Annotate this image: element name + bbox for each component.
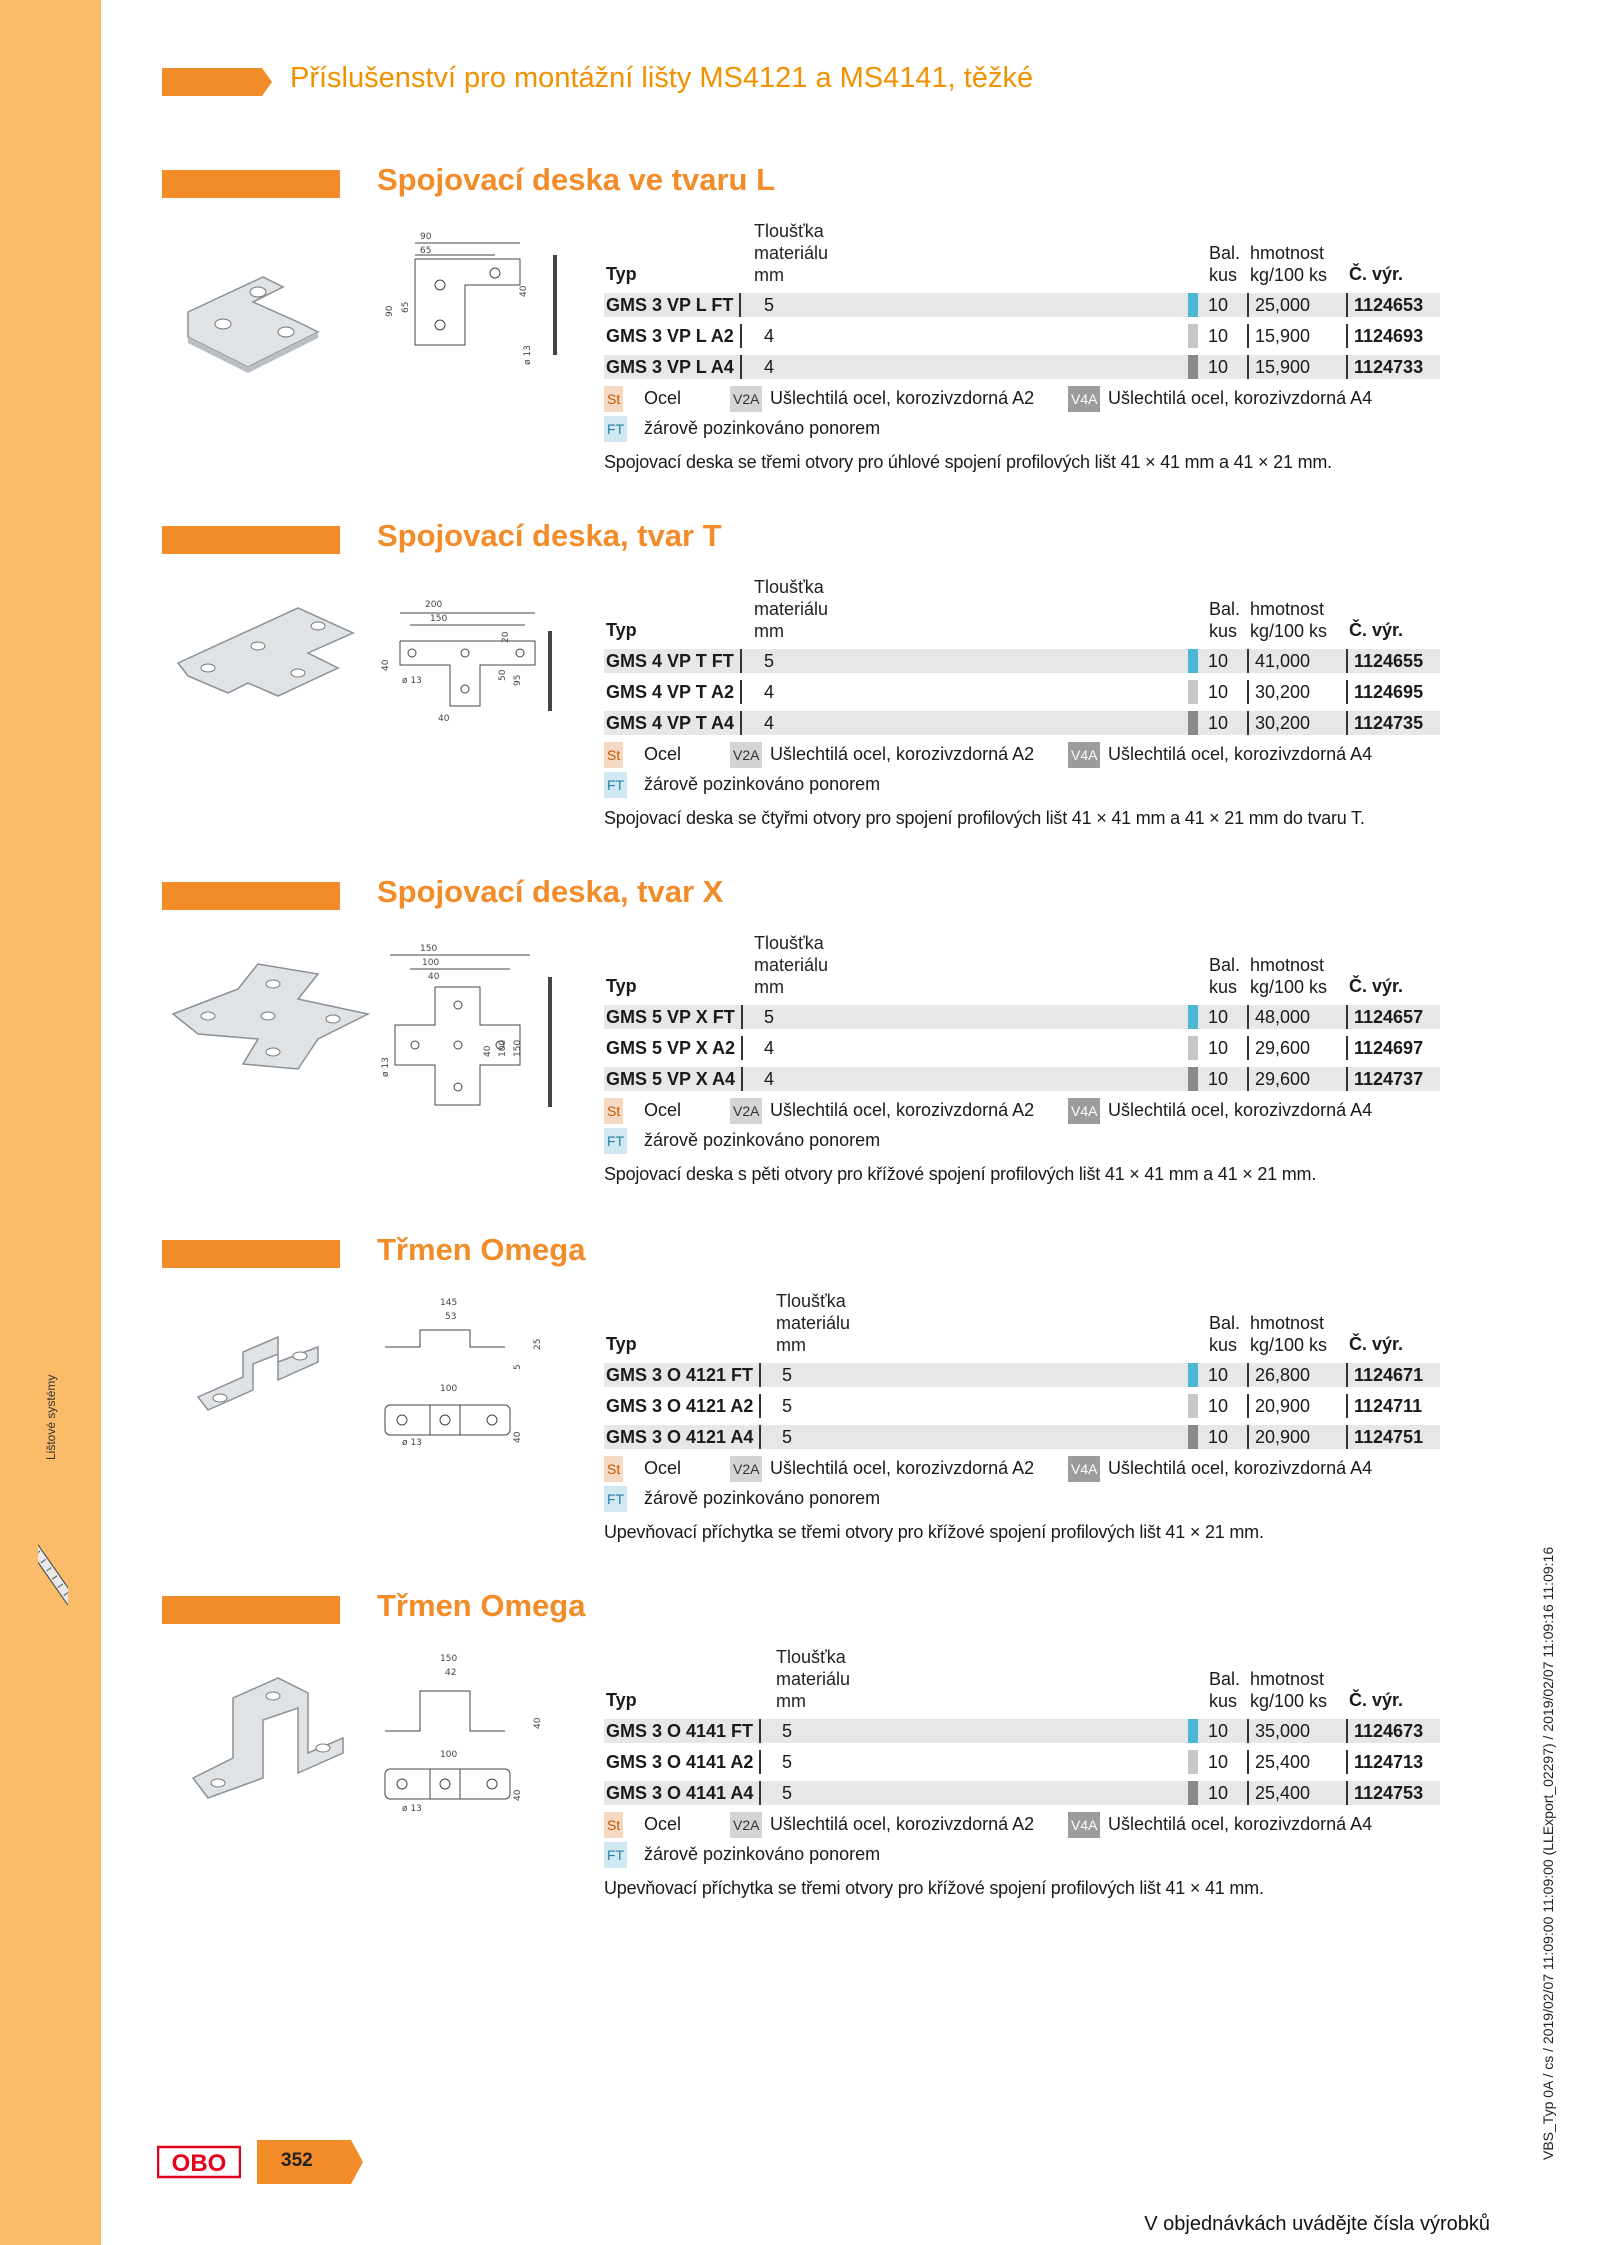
header-bal-line: kus [1209, 1335, 1238, 1355]
svg-text:ø 13: ø 13 [402, 676, 422, 686]
svg-text:40: 40 [483, 1045, 493, 1057]
page-number: 352 [281, 2150, 313, 2171]
material-st-badge: St [604, 742, 623, 768]
obo-logo [157, 2145, 241, 2179]
material-v4a-label: Ušlechtilá ocel, korozivzdorná A4 [1108, 1458, 1373, 1478]
svg-text:42: 42 [445, 1668, 457, 1678]
header-thickness-line: Tloušťka [754, 933, 824, 953]
header-bal-line: Bal. [1209, 1669, 1241, 1689]
cell-thickness: 5 [764, 651, 775, 671]
material-v2a-label: Ušlechtilá ocel, korozivzdorná A2 [770, 1100, 1035, 1120]
material-v2a-badge: V2A [730, 1098, 762, 1124]
header-weight-line: kg/100 ks [1250, 1335, 1328, 1355]
header-arrow-bar [162, 68, 272, 96]
material-legend [604, 1812, 1440, 1838]
section-bar [162, 882, 340, 910]
material-v2a-label: Ušlechtilá ocel, korozivzdorná A2 [770, 744, 1035, 764]
table-row [604, 1422, 1440, 1453]
product-section [0, 162, 1600, 510]
cell-weight: 20,900 [1247, 1425, 1310, 1449]
technical-drawing [380, 1295, 570, 1470]
product-description: Upevňovací příchytka se třemi otvory pro křížové spojení profilových lišt 41 × 21 mm. [604, 1522, 1264, 1542]
header-weight-line: hmotnost [1250, 955, 1325, 975]
svg-text:100: 100 [422, 958, 440, 968]
table-row [604, 352, 1440, 383]
finish-legend [604, 772, 1440, 798]
cell-weight: 15,900 [1247, 324, 1310, 348]
svg-text:100: 100 [440, 1384, 458, 1394]
header-weight [1250, 598, 1327, 642]
header-weight-line: kg/100 ks [1250, 265, 1328, 285]
finish-legend [604, 1842, 1440, 1868]
finish-ft-badge: FT [604, 1842, 627, 1868]
material-v2a-badge: V2A [730, 386, 762, 412]
svg-text:40: 40 [381, 659, 391, 671]
cell-thickness: 5 [782, 1427, 793, 1447]
cell-pack-qty: 10 [1208, 1007, 1229, 1027]
svg-text:200: 200 [425, 600, 443, 610]
cell-weight: 30,200 [1247, 711, 1310, 735]
cell-type: GMS 3 O 4121 A2 [606, 1394, 761, 1418]
svg-text:40: 40 [519, 285, 529, 297]
material-color-mark [1188, 324, 1198, 348]
product-description: Spojovací deska se třemi otvory pro úhlové spojení profilových lišt 41 × 41 mm a 41 × 21 mm. [604, 452, 1332, 472]
header-weight-line: hmotnost [1250, 599, 1325, 619]
finish-ft-badge: FT [604, 416, 627, 442]
cell-thickness: 4 [764, 1069, 775, 1089]
section-title: Třmen Omega [377, 1232, 586, 1267]
section-bar [162, 1596, 340, 1624]
material-color-mark [1188, 1781, 1198, 1805]
cell-type: GMS 3 VP L A2 [606, 324, 742, 348]
cell-article-no: 1124753 [1346, 1781, 1423, 1805]
header-thickness-line: materiálu [776, 1669, 851, 1689]
svg-text:ø 13: ø 13 [402, 1438, 422, 1448]
cell-article-no: 1124737 [1346, 1067, 1423, 1091]
cell-type: GMS 3 O 4141 A4 [606, 1781, 761, 1805]
cell-type: GMS 5 VP X A4 [606, 1067, 743, 1091]
product-section [0, 1232, 1600, 1580]
header-typ: Typ [606, 1334, 637, 1354]
table-row [604, 646, 1440, 677]
material-st-badge: St [604, 1098, 623, 1124]
cell-weight: 26,800 [1247, 1363, 1310, 1387]
header-thickness-line: mm [776, 1335, 806, 1355]
table-row [604, 1391, 1440, 1422]
svg-text:95: 95 [513, 674, 523, 686]
logo-text: OBO [171, 2150, 227, 2177]
table-row [604, 708, 1440, 739]
material-st-badge: St [604, 1456, 623, 1482]
header-thickness-line: materiálu [754, 243, 829, 263]
svg-text:40: 40 [533, 1717, 543, 1729]
header-weight [1250, 1312, 1327, 1356]
header-typ: Typ [606, 976, 637, 996]
material-legend [604, 386, 1440, 412]
material-v2a-label: Ušlechtilá ocel, korozivzdorná A2 [770, 1814, 1035, 1834]
material-v4a-badge: V4A [1068, 742, 1100, 768]
svg-text:ø 13: ø 13 [523, 345, 533, 365]
svg-text:90: 90 [420, 232, 432, 242]
svg-text:40: 40 [513, 1789, 523, 1801]
material-color-mark [1188, 1067, 1198, 1091]
cell-type: GMS 3 VP L A4 [606, 355, 742, 379]
cell-pack-qty: 10 [1208, 326, 1229, 346]
material-st-badge: St [604, 1812, 623, 1838]
cell-thickness: 4 [764, 1038, 775, 1058]
table-row [604, 1716, 1440, 1747]
header-weight-line: hmotnost [1250, 1313, 1325, 1333]
product-photo [168, 1658, 378, 1808]
cell-article-no: 1124733 [1346, 355, 1423, 379]
cell-weight: 48,000 [1247, 1005, 1310, 1029]
section-bar [162, 526, 340, 554]
cell-article-no: 1124751 [1346, 1425, 1423, 1449]
header-weight-line: hmotnost [1250, 1669, 1325, 1689]
material-v2a-badge: V2A [730, 742, 762, 768]
header-bal [1209, 1312, 1240, 1356]
cell-type: GMS 4 VP T A4 [606, 711, 742, 735]
header-article-no: Č. výr. [1349, 1690, 1404, 1710]
svg-text:145: 145 [440, 1298, 458, 1308]
material-v2a-badge: V2A [730, 1812, 762, 1838]
material-v4a-label: Ušlechtilá ocel, korozivzdorná A4 [1108, 744, 1373, 764]
cell-type: GMS 3 O 4141 A2 [606, 1750, 761, 1774]
cell-article-no: 1124711 [1346, 1394, 1422, 1418]
header-thickness-line: mm [754, 265, 784, 285]
material-v4a-badge: V4A [1068, 1812, 1100, 1838]
header-thickness [754, 932, 874, 998]
header-article-no: Č. výr. [1349, 264, 1404, 284]
header-thickness [776, 1646, 896, 1712]
svg-text:65: 65 [420, 246, 432, 256]
finish-legend [604, 416, 1440, 442]
table-row [604, 321, 1440, 352]
svg-text:40: 40 [428, 972, 440, 982]
cell-pack-qty: 10 [1208, 1752, 1229, 1772]
cell-thickness: 5 [782, 1365, 793, 1385]
svg-text:100: 100 [440, 1750, 458, 1760]
header-thickness-line: mm [776, 1691, 806, 1711]
technical-drawing [380, 581, 570, 756]
header-thickness-line: Tloušťka [754, 577, 824, 597]
svg-text:ø 13: ø 13 [402, 1804, 422, 1814]
cell-article-no: 1124713 [1346, 1750, 1423, 1774]
material-color-mark [1188, 293, 1198, 317]
section-title: Spojovací deska, tvar T [377, 518, 722, 553]
header-bal [1209, 1668, 1240, 1712]
technical-drawing [380, 1651, 570, 1826]
section-bar [162, 170, 340, 198]
material-v4a-label: Ušlechtilá ocel, korozivzdorná A4 [1108, 1100, 1373, 1120]
svg-text:100: 100 [498, 1039, 508, 1057]
material-v4a-badge: V4A [1068, 386, 1100, 412]
header-bal-line: kus [1209, 1691, 1238, 1711]
material-color-mark [1188, 1750, 1198, 1774]
table-row [604, 1747, 1440, 1778]
print-metadata: VBS_Typ 0A / cs / 2019/02/07 11:09:00 11:09:00 (LLExport_02297) / 2019/02/07 11:09:16 11:09:16 [1540, 1546, 1556, 2160]
header-article-no: Č. výr. [1349, 1334, 1404, 1354]
material-color-mark [1188, 711, 1198, 735]
product-section [0, 518, 1600, 866]
svg-text:ø 13: ø 13 [381, 1057, 391, 1077]
svg-text:53: 53 [445, 1312, 457, 1322]
table-rows [604, 290, 1440, 383]
section-bar [162, 1240, 340, 1268]
side-category-label: Lištové systémy [44, 1374, 58, 1460]
cell-pack-qty: 10 [1208, 1365, 1229, 1385]
cell-thickness: 4 [764, 682, 775, 702]
header-bal-line: Bal. [1209, 1313, 1241, 1333]
svg-text:25: 25 [533, 1338, 543, 1350]
table-rows [604, 1360, 1440, 1453]
table-rows [604, 1716, 1440, 1809]
section-title: Spojovací deska ve tvaru L [377, 162, 776, 197]
material-color-mark [1188, 680, 1198, 704]
table-row [604, 1002, 1440, 1033]
header-thickness [754, 220, 874, 286]
header-thickness-line: Tloušťka [754, 221, 824, 241]
table-row [604, 1360, 1440, 1391]
cell-thickness: 5 [782, 1783, 793, 1803]
cell-weight: 29,600 [1247, 1036, 1310, 1060]
cell-thickness: 5 [764, 295, 775, 315]
svg-text:65: 65 [401, 301, 411, 313]
material-v4a-badge: V4A [1068, 1456, 1100, 1482]
cell-pack-qty: 10 [1208, 357, 1229, 377]
cell-pack-qty: 10 [1208, 1069, 1229, 1089]
product-photo [168, 1302, 378, 1452]
header-bal-line: kus [1209, 265, 1238, 285]
svg-text:90: 90 [385, 305, 395, 317]
cell-weight: 15,900 [1247, 355, 1310, 379]
finish-ft-badge: FT [604, 1486, 627, 1512]
product-section [0, 874, 1600, 1222]
material-v2a-label: Ušlechtilá ocel, korozivzdorná A2 [770, 388, 1035, 408]
cell-thickness: 5 [782, 1396, 793, 1416]
cell-weight: 25,400 [1247, 1750, 1310, 1774]
cell-pack-qty: 10 [1208, 1396, 1229, 1416]
product-photo [168, 588, 378, 738]
cell-article-no: 1124671 [1346, 1363, 1423, 1387]
header-article-no: Č. výr. [1349, 620, 1404, 640]
finish-ft-badge: FT [604, 772, 627, 798]
header-thickness-line: materiálu [776, 1313, 851, 1333]
cell-type: GMS 4 VP T FT [606, 649, 742, 673]
cell-weight: 35,000 [1247, 1719, 1310, 1743]
technical-drawing [380, 225, 570, 400]
cell-weight: 25,400 [1247, 1781, 1310, 1805]
header-bal-line: Bal. [1209, 599, 1241, 619]
header-weight-line: kg/100 ks [1250, 621, 1328, 641]
cell-article-no: 1124695 [1346, 680, 1423, 704]
material-st-label: Ocel [644, 744, 682, 764]
cell-pack-qty: 10 [1208, 713, 1229, 733]
product-description: Upevňovací příchytka se třemi otvory pro křížové spojení profilových lišt 41 × 41 mm. [604, 1878, 1264, 1898]
cell-type: GMS 3 O 4141 FT [606, 1719, 761, 1743]
header-weight-line: hmotnost [1250, 243, 1325, 263]
material-st-label: Ocel [644, 1814, 682, 1834]
finish-legend [604, 1128, 1440, 1154]
cell-weight: 41,000 [1247, 649, 1310, 673]
page-title: Příslušenství pro montážní lišty MS4121 a MS4141, těžké [290, 62, 1034, 94]
header-typ: Typ [606, 264, 637, 284]
header-bal [1209, 242, 1240, 286]
section-title: Třmen Omega [377, 1588, 586, 1623]
svg-text:50: 50 [498, 669, 508, 681]
material-color-mark [1188, 649, 1198, 673]
cell-type: GMS 3 O 4121 FT [606, 1363, 761, 1387]
cell-weight: 25,000 [1247, 293, 1310, 317]
header-typ: Typ [606, 620, 637, 640]
cell-article-no: 1124673 [1346, 1719, 1423, 1743]
header-weight [1250, 242, 1327, 286]
svg-text:150: 150 [440, 1654, 458, 1664]
table-rows [604, 646, 1440, 739]
cell-thickness: 5 [782, 1721, 793, 1741]
finish-ft-badge: FT [604, 1128, 627, 1154]
product-section [0, 1588, 1600, 1936]
cell-pack-qty: 10 [1208, 651, 1229, 671]
cell-thickness: 4 [764, 713, 775, 733]
cell-article-no: 1124735 [1346, 711, 1423, 735]
product-description: Spojovací deska s pěti otvory pro křížové spojení profilových lišt 41 × 41 mm a 41 × 21 mm. [604, 1164, 1317, 1184]
material-legend [604, 742, 1440, 768]
material-v4a-badge: V4A [1068, 1098, 1100, 1124]
header-bal [1209, 598, 1240, 642]
footer-note: V objednávkách uvádějte čísla výrobků [1144, 2213, 1490, 2235]
finish-legend [604, 1486, 1440, 1512]
cell-pack-qty: 10 [1208, 1721, 1229, 1741]
material-v2a-badge: V2A [730, 1456, 762, 1482]
cell-article-no: 1124697 [1346, 1036, 1423, 1060]
svg-text:40: 40 [438, 714, 450, 724]
finish-ft-label: žárově pozinkováno ponorem [644, 418, 881, 438]
cell-weight: 29,600 [1247, 1067, 1310, 1091]
header-bal-line: Bal. [1209, 243, 1241, 263]
cell-type: GMS 3 O 4121 A4 [606, 1425, 761, 1449]
table-rows [604, 1002, 1440, 1095]
material-st-badge: St [604, 386, 623, 412]
material-color-mark [1188, 1363, 1198, 1387]
table-row [604, 1064, 1440, 1095]
cell-article-no: 1124657 [1346, 1005, 1423, 1029]
header-bal-line: kus [1209, 621, 1238, 641]
cell-thickness: 4 [764, 326, 775, 346]
technical-drawing [380, 937, 570, 1112]
header-weight [1250, 954, 1327, 998]
header-thickness [754, 576, 874, 642]
table-row [604, 290, 1440, 321]
header-thickness [776, 1290, 896, 1356]
svg-text:40: 40 [513, 1431, 523, 1443]
cell-pack-qty: 10 [1208, 1427, 1229, 1447]
header-thickness-line: Tloušťka [776, 1291, 846, 1311]
material-color-mark [1188, 1719, 1198, 1743]
material-color-mark [1188, 1005, 1198, 1029]
cell-pack-qty: 10 [1208, 1038, 1229, 1058]
cell-pack-qty: 10 [1208, 1783, 1229, 1803]
header-bal [1209, 954, 1240, 998]
svg-text:20: 20 [501, 631, 511, 643]
svg-text:150: 150 [420, 944, 438, 954]
cell-pack-qty: 10 [1208, 682, 1229, 702]
material-st-label: Ocel [644, 1100, 682, 1120]
cell-pack-qty: 10 [1208, 295, 1229, 315]
cell-type: GMS 5 VP X A2 [606, 1036, 743, 1060]
cell-type: GMS 3 VP L FT [606, 293, 741, 317]
material-st-label: Ocel [644, 1458, 682, 1478]
finish-ft-label: žárově pozinkováno ponorem [644, 1844, 881, 1864]
header-weight [1250, 1668, 1327, 1712]
header-thickness-line: mm [754, 977, 784, 997]
header-weight-line: kg/100 ks [1250, 1691, 1328, 1711]
material-legend [604, 1098, 1440, 1124]
cell-article-no: 1124653 [1346, 293, 1423, 317]
material-color-mark [1188, 1394, 1198, 1418]
cell-thickness: 5 [782, 1752, 793, 1772]
svg-text:5: 5 [513, 1364, 523, 1370]
header-article-no: Č. výr. [1349, 976, 1404, 996]
material-color-mark [1188, 1036, 1198, 1060]
header-bal-line: kus [1209, 977, 1238, 997]
cell-weight: 20,900 [1247, 1394, 1310, 1418]
header-typ: Typ [606, 1690, 637, 1710]
table-row [604, 1033, 1440, 1064]
cell-article-no: 1124693 [1346, 324, 1423, 348]
product-photo [168, 944, 378, 1094]
header-thickness-line: Tloušťka [776, 1647, 846, 1667]
material-st-label: Ocel [644, 388, 682, 408]
cell-weight: 30,200 [1247, 680, 1310, 704]
material-color-mark [1188, 1425, 1198, 1449]
header-weight-line: kg/100 ks [1250, 977, 1328, 997]
finish-ft-label: žárově pozinkováno ponorem [644, 774, 881, 794]
material-legend [604, 1456, 1440, 1482]
finish-ft-label: žárově pozinkováno ponorem [644, 1130, 881, 1150]
section-title: Spojovací deska, tvar X [377, 874, 724, 909]
material-v4a-label: Ušlechtilá ocel, korozivzdorná A4 [1108, 388, 1373, 408]
cell-article-no: 1124655 [1346, 649, 1423, 673]
cell-type: GMS 5 VP X FT [606, 1005, 743, 1029]
cell-type: GMS 4 VP T A2 [606, 680, 742, 704]
cell-thickness: 5 [764, 1007, 775, 1027]
svg-text:150: 150 [513, 1039, 523, 1057]
cell-thickness: 4 [764, 357, 775, 377]
header-bal-line: Bal. [1209, 955, 1241, 975]
material-v4a-label: Ušlechtilá ocel, korozivzdorná A4 [1108, 1814, 1373, 1834]
header-thickness-line: materiálu [754, 955, 829, 975]
finish-ft-label: žárově pozinkováno ponorem [644, 1488, 881, 1508]
material-color-mark [1188, 355, 1198, 379]
product-photo [168, 232, 378, 382]
svg-text:150: 150 [430, 614, 448, 624]
table-row [604, 1778, 1440, 1809]
header-thickness-line: materiálu [754, 599, 829, 619]
header-thickness-line: mm [754, 621, 784, 641]
table-row [604, 677, 1440, 708]
product-description: Spojovací deska se čtyřmi otvory pro spojení profilových lišt 41 × 41 mm a 41 × 21 mm do tvaru T. [604, 808, 1365, 828]
material-v2a-label: Ušlechtilá ocel, korozivzdorná A2 [770, 1458, 1035, 1478]
